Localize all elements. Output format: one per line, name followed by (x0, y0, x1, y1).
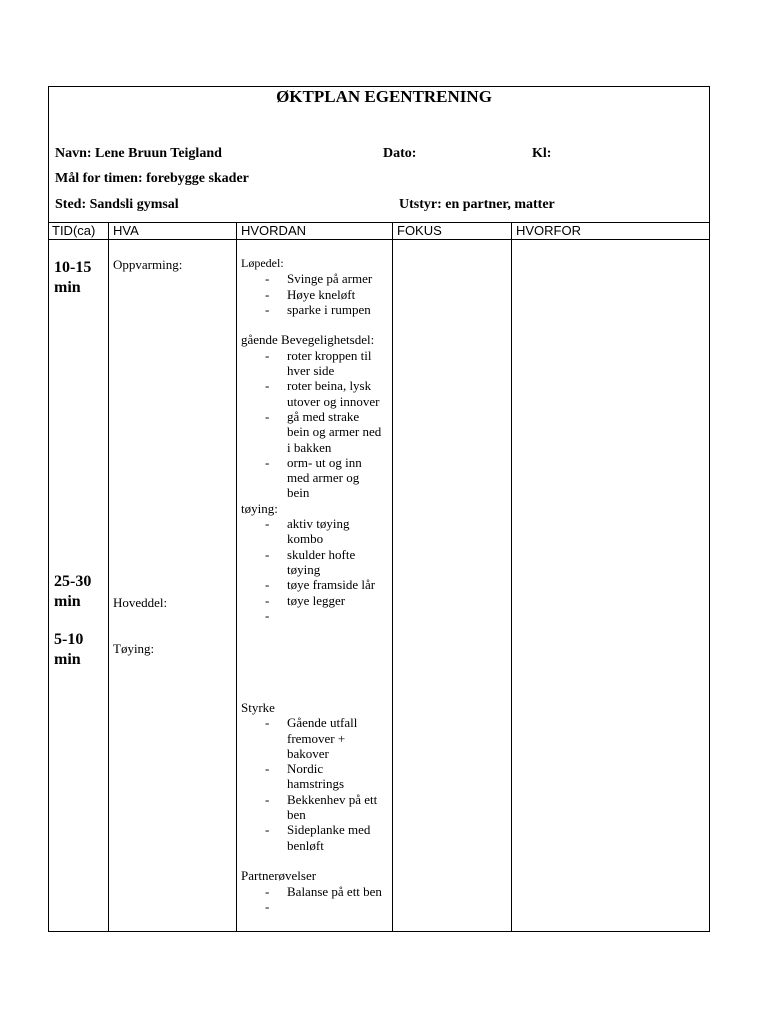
list-item: - Gående utfall fremover + bakover (241, 715, 383, 761)
list-item: - sparke i rumpen (241, 302, 383, 317)
lopedel-heading: Løpedel: (241, 256, 284, 270)
list-item: - roter beina, lysk utover og innover (241, 378, 383, 409)
styrke-list (241, 715, 391, 853)
list-item (241, 899, 383, 914)
tid-unit: min (54, 593, 81, 610)
list-item: - Bekkenhev på ett ben (241, 792, 383, 823)
tid-entry (54, 630, 83, 670)
list-item: - gå med strake bein og armer ned i bakken (241, 409, 383, 455)
list-item: - tøye framside lår (241, 577, 383, 592)
tid-entry (54, 572, 91, 612)
column-divider-4 (511, 222, 512, 932)
column-header-divider (48, 239, 710, 240)
column-header-hvorfor: HVORFOR (516, 223, 581, 238)
utstyr-field: Utstyr: en partner, matter (399, 197, 555, 212)
partner-heading: Partnerøvelser (241, 868, 317, 884)
tid-value: 10-15 (54, 259, 92, 276)
toying-list (241, 516, 391, 623)
hva-toying: Tøying: (113, 641, 155, 656)
list-item: - aktiv tøying kombo (241, 516, 383, 547)
styrke-cell (241, 700, 391, 914)
list-item: - skulder hofte tøying (241, 547, 383, 578)
tid-value: 5-10 (54, 631, 84, 648)
list-item (241, 608, 383, 623)
styrke-heading: Styrke (241, 700, 275, 715)
list-item: - Balanse på ett ben (241, 884, 383, 899)
list-item: - Høye kneløft (241, 287, 383, 302)
bevegelighet-heading: gående Bevegelighetsdel: (241, 332, 375, 348)
list-item: - orm- ut og inn med armer og bein (241, 455, 383, 501)
list-item: - Nordic hamstrings (241, 761, 383, 792)
list-item: - roter kroppen til hver side (241, 348, 383, 379)
column-divider-2 (236, 222, 237, 932)
partner-list (241, 884, 391, 915)
list-item: - tøye legger (241, 593, 383, 608)
navn-field: Navn: Lene Bruun Teigland (55, 146, 222, 161)
header-divider (48, 222, 710, 223)
column-header-hva: HVA (113, 223, 139, 238)
dato-field: Dato: (383, 146, 417, 161)
maal-field: Mål for timen: forebygge skader (55, 171, 249, 186)
tid-value: 25-30 (54, 573, 92, 590)
hva-hoveddel: Hoveddel: (113, 595, 168, 610)
kl-field: Kl: (532, 146, 552, 161)
column-divider-3 (392, 222, 393, 932)
list-item: - Sideplanke med benløft (241, 822, 383, 853)
hva-oppvarming: Oppvarming: (113, 257, 183, 272)
list-item: - Svinge på armer (241, 271, 383, 286)
column-header-tid: TID(ca) (52, 223, 96, 238)
toying-heading: tøying: (241, 500, 278, 516)
document-title: ØKTPLAN EGENTRENING (276, 87, 492, 106)
tid-entry (54, 258, 91, 298)
lopedel-list (241, 271, 391, 317)
column-divider-1 (108, 222, 109, 932)
bevegelighet-list (241, 348, 391, 501)
column-header-hvordan: HVORDAN (241, 223, 307, 238)
tid-unit: min (54, 651, 81, 668)
hvordan-cell (241, 256, 391, 623)
sted-field: Sted: Sandsli gymsal (55, 197, 179, 212)
column-header-fokus: FOKUS (397, 223, 442, 238)
tid-unit: min (54, 279, 81, 296)
